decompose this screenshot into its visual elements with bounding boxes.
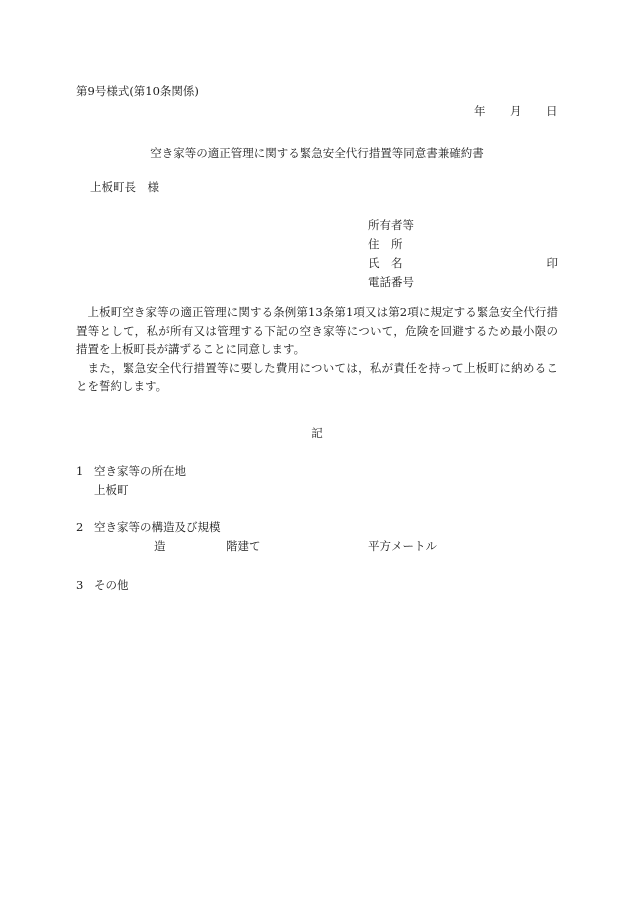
owner-name-label: 氏 名	[368, 256, 403, 270]
seal-mark: 印	[546, 256, 558, 270]
owner-block	[368, 218, 558, 294]
item-location-value: 上板町	[94, 483, 129, 497]
item-label: その他	[94, 578, 129, 592]
item-structure	[76, 520, 221, 534]
owner-phone-line	[368, 275, 558, 294]
date-month-label: 月	[510, 104, 522, 118]
floors-label: 階建て	[226, 539, 261, 553]
area-unit-label: 平方メートル	[368, 539, 437, 553]
owner-address-label: 住 所	[368, 237, 403, 251]
date-day-label: 日	[546, 104, 558, 118]
pledge-paragraph: また，緊急安全代行措置等に要した費用については，私が責任を持って上板町に納めることを誓約します。	[76, 360, 558, 393]
item-number: 1	[76, 464, 84, 478]
item-label: 空き家等の構造及び規模	[94, 520, 221, 534]
item-number: 2	[76, 520, 84, 534]
owner-heading-label: 所有者等	[368, 218, 414, 232]
item-label: 空き家等の所在地	[94, 464, 186, 478]
date-year-label: 年	[474, 104, 486, 118]
form-number: 第9号様式(第10条関係)	[76, 84, 199, 98]
consent-paragraph: 上板町空き家等の適正管理に関する条例第13条第1項又は第2項に規定する緊急安全代行措置等として，私が所有又は管理する下記の空き家等について，危険を回避するため最小限の措置を上板町長が講ずることに同意します。	[76, 305, 558, 356]
owner-address-line	[368, 237, 558, 256]
ki-heading: 記	[311, 426, 323, 440]
structure-label: 造	[154, 539, 166, 553]
owner-heading	[368, 218, 558, 237]
document-title: 空き家等の適正管理に関する緊急安全代行措置等同意書兼確約書	[150, 146, 484, 160]
item-number: 3	[76, 578, 84, 592]
structure-row	[0, 539, 630, 553]
consent-body	[76, 303, 558, 396]
owner-name-line	[368, 256, 558, 275]
addressee: 上板町長 様	[90, 180, 159, 194]
owner-phone-label: 電話番号	[368, 275, 414, 289]
item-location	[76, 464, 186, 478]
item-other	[76, 578, 129, 592]
